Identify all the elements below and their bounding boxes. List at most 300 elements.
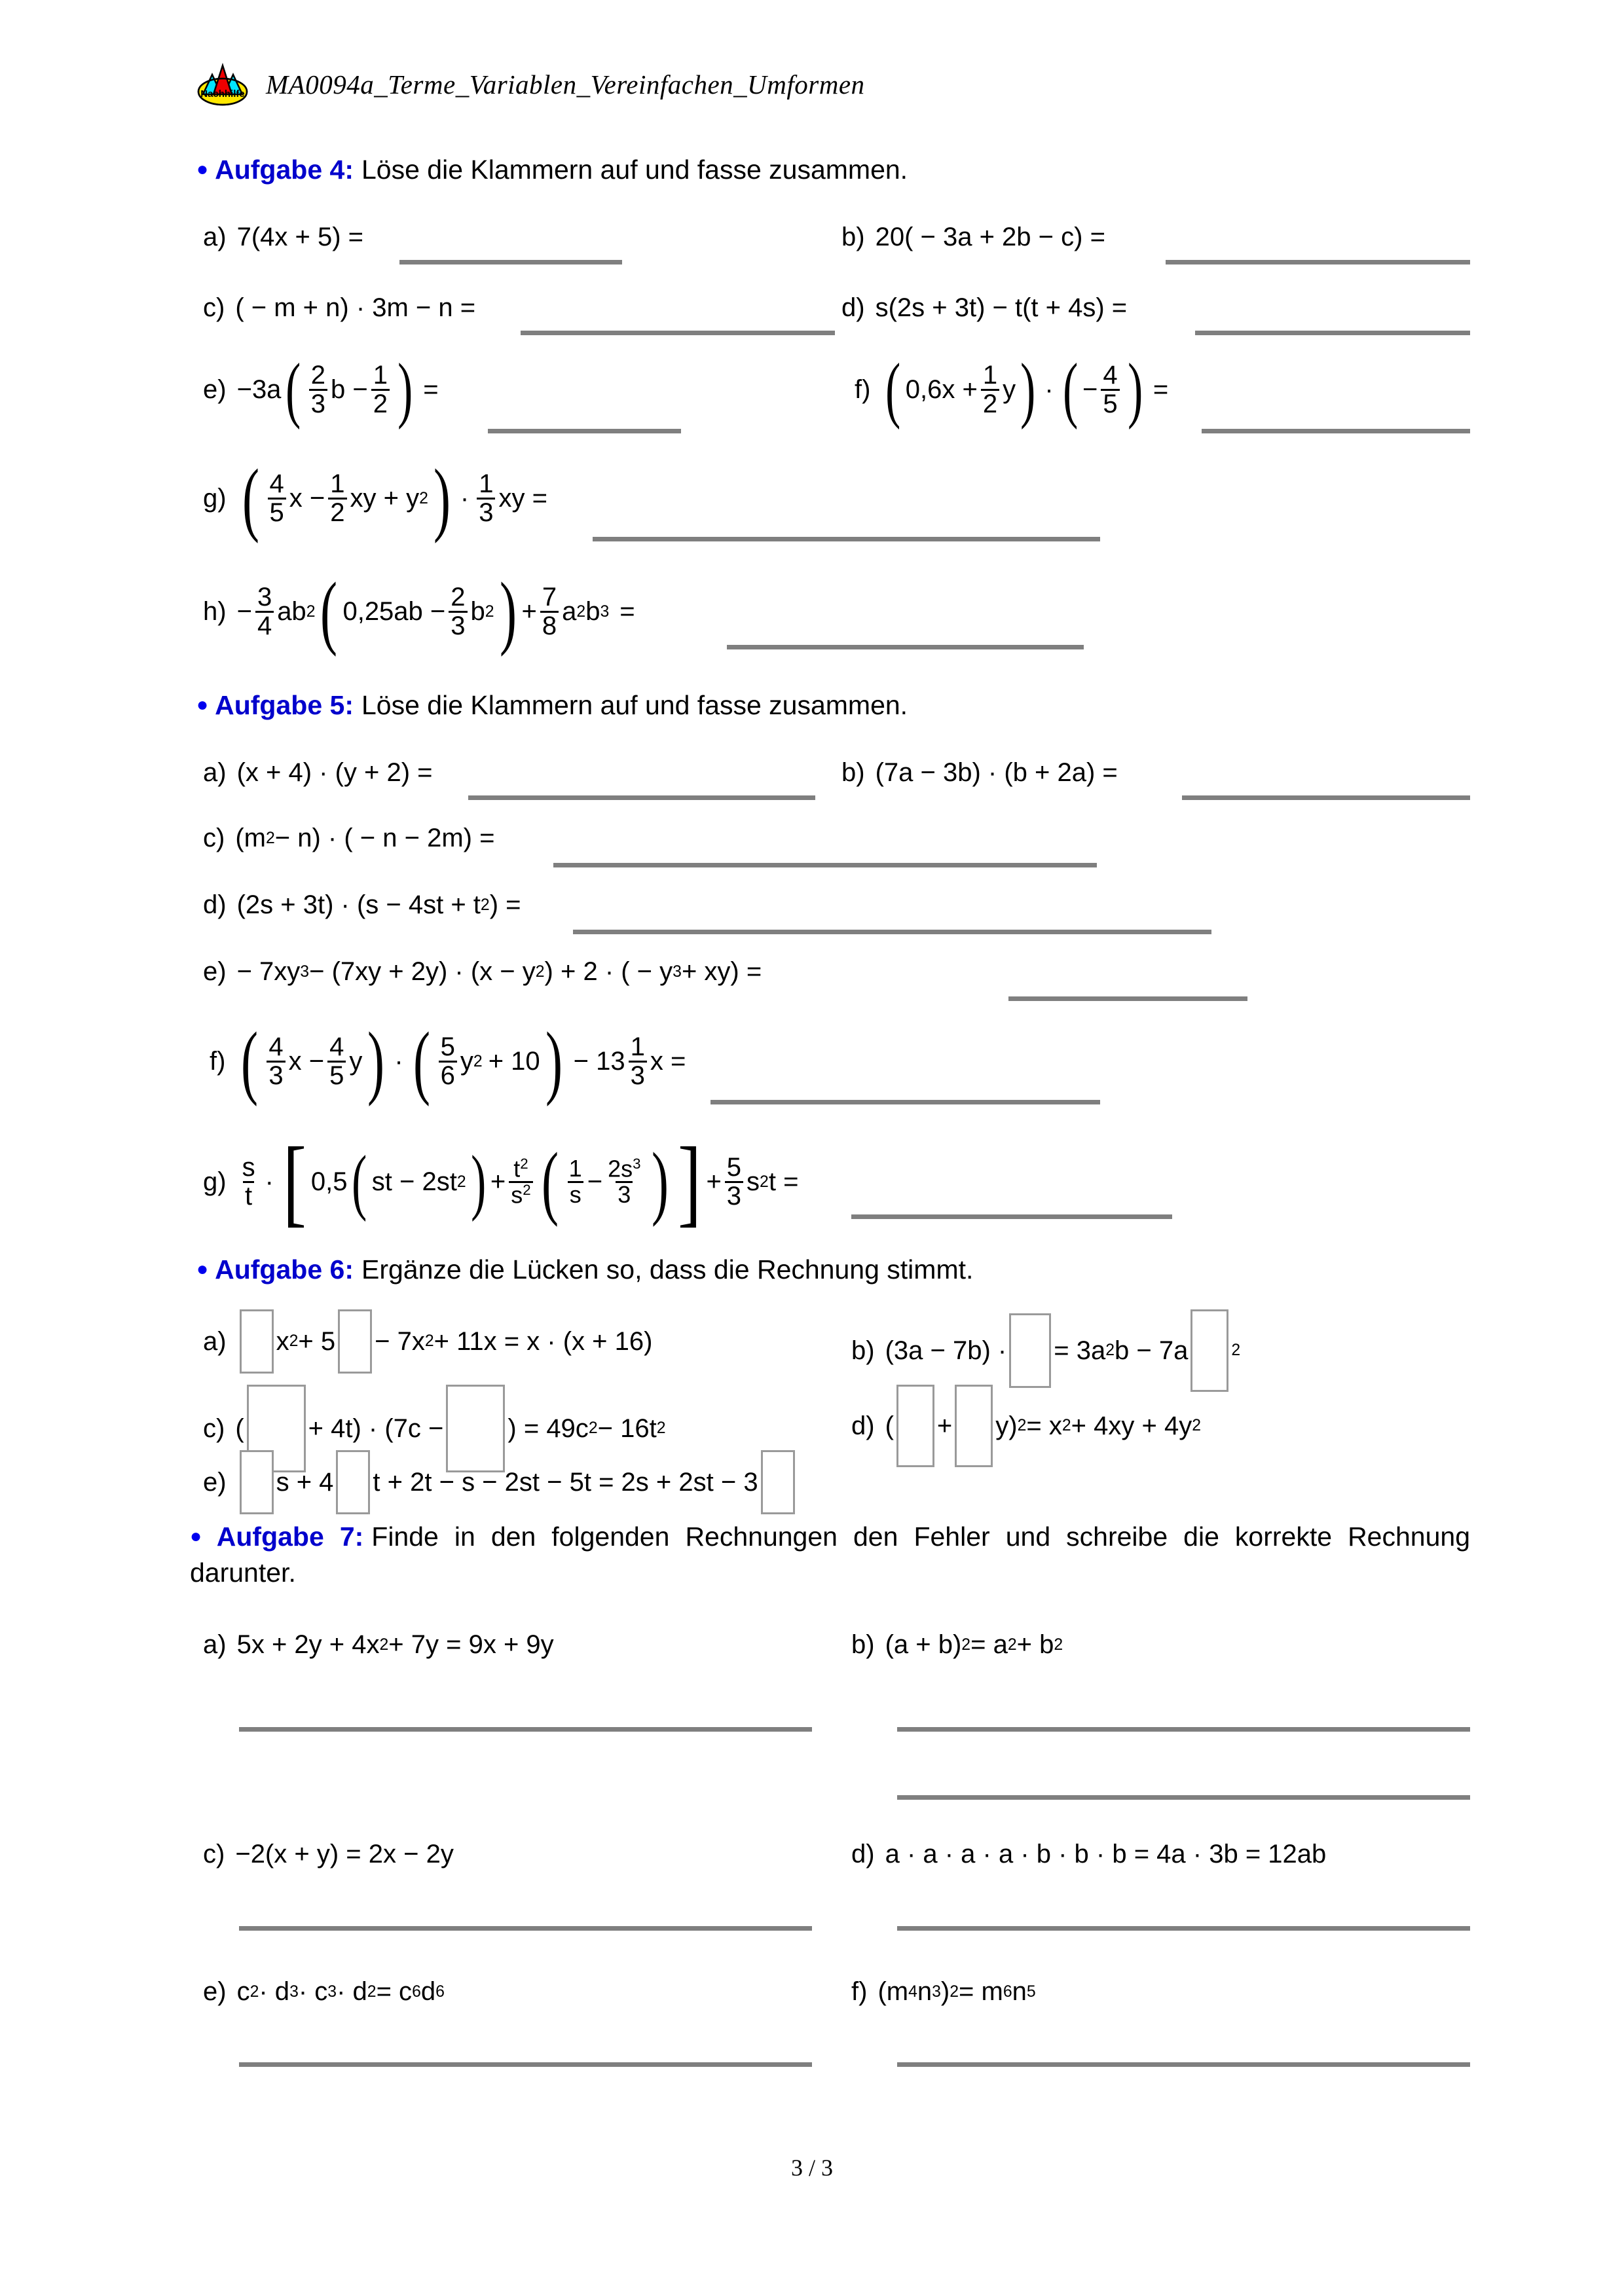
a5-g-t1: 0,5 [310,1167,348,1196]
aufgabe7-description: Finde in den folgenden Rechnungen den Fehler und schreibe die korrekte Rechnung darunter. [190,1522,1470,1588]
a7-item-f [851,1977,1036,2007]
denominator: 3 [309,389,327,418]
a7-b-p2: = a [970,1630,1008,1659]
a4-h-t1: ab [277,597,306,627]
a6-c-s1: 2 [588,1419,598,1437]
a5-g-dot: · [265,1167,274,1196]
a4-h-t5-sup: 3 [600,602,610,621]
a7-item-e [203,1977,445,2007]
a6-d-p3: y) [995,1411,1018,1440]
a6-e-blank-1[interactable] [240,1450,274,1514]
denominator: 3 [477,498,495,526]
a5-e-s2: 2 [535,962,545,981]
a5-c-sup: 2 [265,829,275,847]
a5-c-post: − n) · ( − n − 2m) = [274,824,495,852]
paren-close: ) [367,1016,385,1107]
paren-open: ( [242,453,259,544]
bullet-icon: ● [196,693,209,716]
a5-g-tail2: t = [768,1167,799,1196]
numerator: 5 [440,1032,455,1062]
a6-d-blank-2[interactable] [955,1385,993,1467]
denominator: t [243,1181,254,1210]
a4-g-fraction-2 [328,471,346,526]
a4-c-label: c) [203,293,225,322]
a5-f-fraction-2 [327,1034,346,1089]
numerator: 4 [268,1032,284,1062]
a4-h-t3: b [470,597,485,627]
a6-b-blank-1[interactable] [1009,1313,1051,1388]
a6-e-label: e) [203,1467,227,1497]
a5-g-tail-sup: 2 [760,1173,769,1191]
a7-f-answer-line[interactable] [897,2062,1470,2067]
a4-h-fraction-3 [540,584,559,640]
a7-c-p1: −2(x + y) = 2x − 2y [235,1840,454,1868]
a7-b-s2: 2 [1007,1635,1017,1654]
a4-h-label: h) [203,597,227,627]
a7-b-p3: + b [1016,1630,1054,1659]
aufgabe4-label: Aufgabe 4: [215,155,354,185]
a4-h-t2: 0,25ab − [342,597,446,627]
bullet-icon: ● [190,1525,210,1547]
a5-g-t2-sup: 2 [456,1173,466,1191]
aufgabe5-description: Löse die Klammern auf und fasse zusammen. [361,690,908,720]
a5-e-answer-line[interactable] [1008,996,1247,1001]
a5-f-t1: x − [288,1047,325,1076]
a4-e-fraction-1 [309,362,327,418]
a4-item-a [203,223,363,252]
a5-item-c [203,824,494,853]
a4-h-sign: − [236,597,252,627]
a4-h-t5: b [585,597,600,627]
aufgabe5-label: Aufgabe 5: [215,690,354,720]
a4-item-c [203,293,475,323]
a4-h-t3-sup: 2 [485,602,494,621]
paren-open-2: ( [541,1136,559,1228]
a6-c-s2: 2 [656,1419,666,1437]
a5-a-answer-line[interactable] [468,795,815,800]
a5-g-fraction-5-3 [725,1154,743,1210]
paren-close: ) [397,349,413,430]
a6-a-s1: 2 [289,1332,299,1350]
a4-e-lead: −3a [236,374,282,404]
a7-f-s3: 2 [950,1982,959,2001]
a4-h-t4-sup: 2 [576,602,586,621]
a4-g-t1: x − [289,484,325,513]
denominator: 2 [981,389,999,418]
a5-item-e [203,957,762,987]
a7-e-p4: · d [337,1977,367,2006]
numerator: $2s^3$ [608,1155,641,1182]
a5-g-plus2: + [706,1167,722,1196]
a6-b-blank-2[interactable] [1190,1309,1228,1392]
paren-close-2: ) [651,1136,669,1228]
numerator: 2 [310,361,325,390]
a4-h-answer-line[interactable] [727,645,1084,649]
a7-b-s1: 2 [961,1635,971,1654]
a7-f-p1: (m [877,1977,909,2006]
a5-g-answer-line[interactable] [851,1214,1172,1219]
a6-d-p5: + 4xy + 4y [1071,1411,1192,1440]
numerator: 2 [451,583,466,612]
a6-e-blank-3[interactable] [761,1450,795,1514]
numerator: 1 [568,1155,582,1182]
denominator: 5 [268,498,286,526]
aufgabe6-label: Aufgabe 6: [215,1254,354,1285]
a4-f-fraction-2 [1101,362,1119,418]
a4-item-f [855,349,1169,430]
a5-f-fraction-1 [267,1034,285,1089]
a7-e-label: e) [203,1977,227,2006]
a7-a-label: a) [203,1630,227,1659]
a4-b-expression: 20( − 3a + 2b − c) = [875,223,1105,251]
a7-f-s4: 6 [1003,1982,1012,2001]
a4-f-lead: 0,6x + [905,374,978,404]
numerator: 4 [1103,361,1118,390]
page-header [196,63,865,106]
a5-d-post: ) = [489,890,521,919]
a6-b-p3: b − 7a [1115,1336,1189,1365]
a4-g-tail: xy = [498,484,547,513]
denominator: s [568,1181,583,1207]
a6-a-p3: − 7x [375,1326,425,1356]
a6-d-blank-1[interactable] [896,1385,934,1467]
num-sup: 3 [633,1156,641,1173]
a5-g-label: g) [203,1167,227,1196]
a7-e-s2: 3 [289,1982,299,2001]
paren-open: ( [320,566,338,657]
a6-d-s3: 2 [1192,1417,1202,1434]
a6-a-blank-2[interactable] [338,1309,372,1374]
paren-close: ) [1020,349,1036,430]
a7-e-s6: 6 [435,1982,445,2001]
a4-a-answer-line[interactable] [399,260,622,264]
page-footer: 3 / 3 [790,2155,833,2181]
a5-d-pre: (2s + 3t) · (s − 4st + t [236,890,481,919]
a6-e-blank-2[interactable] [336,1450,370,1514]
a7-b-p1: (a + b) [885,1630,962,1659]
a4-g-label: g) [203,484,227,513]
a5-item-b [841,758,1118,788]
a5-b-label: b) [841,758,865,787]
denominator: 3 [725,1181,743,1210]
a6-b-p1: (3a − 7b) · [885,1336,1007,1365]
a4-e-answer-line[interactable] [488,429,681,433]
a4-f-dot: · [1044,374,1054,404]
a5-e-p2: − (7xy + 2y) · (x − y [309,957,536,986]
a4-d-label: d) [841,293,865,322]
a7-f-p4: = m [959,1977,1003,2006]
denominator: 3 [616,1181,633,1207]
a6-a-label: a) [203,1326,227,1356]
paren-open: ( [241,1016,259,1107]
bracket-close: ] [678,1127,702,1236]
a5-f-t4: + 10 [488,1047,540,1076]
a7-b-answer-line-2[interactable] [897,1795,1470,1800]
a4-d-answer-line[interactable] [1195,331,1470,335]
a5-item-d [203,890,521,920]
a4-item-b [841,223,1105,252]
numerator: 3 [257,583,272,612]
a5-g-fraction-1s [567,1157,584,1207]
a5-e-s1: 3 [300,962,310,981]
a6-item-b [851,1309,1240,1392]
a5-f-t3-sup: 2 [473,1052,483,1070]
numerator: $t^2$ [513,1155,528,1182]
a5-g-t2: st − 2st [371,1167,457,1196]
aufgabe5-heading [196,687,1428,723]
a6-a-p1: x [276,1326,289,1356]
numerator: s [242,1153,255,1182]
a6-b-s2: 2 [1231,1341,1241,1359]
a6-c-label: c) [203,1413,225,1443]
numerator: 1 [630,1032,645,1062]
a5-d-answer-line[interactable] [573,930,1211,934]
a5-f-fraction-4 [629,1034,647,1089]
a4-h-tail: = [619,597,635,627]
a5-c-answer-line[interactable] [553,863,1097,867]
aufgabe6-description: Ergänze die Lücken so, dass die Rechnung stimmt. [361,1254,974,1285]
a5-d-sup: 2 [480,896,490,914]
paren-close: ) [433,453,451,544]
a6-a-p4: + 11x = x · (x + 16) [434,1326,653,1356]
aufgabe6-heading [196,1252,1428,1288]
a4-b-answer-line[interactable] [1166,260,1470,264]
a4-h-fraction-1 [255,584,274,640]
a5-g-fraction-s-t [240,1154,257,1210]
a7-d-label: d) [851,1840,875,1868]
numerator: 1 [330,469,345,499]
a5-item-f [210,1016,686,1107]
paren-close-2: ) [1127,349,1143,430]
a4-h-fraction-2 [449,584,467,640]
a5-e-label: e) [203,957,227,986]
a5-e-p3: ) + 2 · ( − y [544,957,673,986]
a7-item-d [851,1840,1326,1869]
aufgabe4-description: Löse die Klammern auf und fasse zusammen. [361,155,908,185]
a5-e-p1: − 7xy [236,957,301,986]
a7-a-p2: + 7y = 9x + 9y [388,1630,554,1659]
a4-g-answer-line[interactable] [593,537,1100,541]
a4-e-mid: b − [330,374,368,404]
a6-d-p4: = x [1026,1411,1062,1440]
numerator: 7 [542,583,557,612]
a6-d-p1: ( [885,1411,894,1440]
a7-f-s5: 5 [1026,1982,1036,2001]
a7-e-s5: 6 [412,1982,421,2001]
a4-f-fraction-1 [981,362,999,418]
a4-f-tail: = [1153,374,1169,404]
denominator: 3 [449,611,467,640]
a4-h-t4: a [562,597,577,627]
bullet-icon: ● [196,158,209,180]
a6-c-p2: + 4t) · (7c − [308,1413,444,1443]
a6-d-s2: 2 [1061,1417,1071,1434]
paren-open-2: ( [413,1016,430,1107]
a5-item-a [203,758,433,788]
a5-g-tail: s [747,1167,760,1196]
denominator: $s^2$ [509,1181,532,1207]
a7-d-answer-line[interactable] [897,1926,1470,1931]
a6-b-p2: = 3a [1054,1336,1106,1365]
a7-e-p2: · d [259,1977,290,2006]
a6-e-p1: s + 4 [276,1467,334,1497]
a6-d-p2: + [936,1411,953,1440]
a4-g-fraction-1 [268,471,286,526]
denominator: 5 [327,1061,346,1089]
a6-a-s2: 2 [424,1332,434,1350]
a5-f-tail: x = [650,1047,686,1076]
a5-g-minus: − [587,1167,603,1196]
a5-e-p4: + xy) = [681,957,762,986]
a7-item-a [203,1630,554,1660]
a4-h-plus: + [521,597,537,627]
a4-c-answer-line[interactable] [521,331,835,335]
a6-a-blank-1[interactable] [240,1309,274,1374]
a4-c-expression: ( − m + n) · 3m − n = [235,293,476,322]
a4-item-d [841,293,1127,323]
numerator: 4 [329,1032,344,1062]
a5-f-label: f) [210,1047,226,1076]
a7-f-p2: n [917,1977,932,2006]
denominator: 8 [540,611,559,640]
a6-c-p3: ) = 49c [507,1413,589,1443]
a7-a-answer-line[interactable] [239,1727,812,1732]
a7-f-s2: 3 [932,1982,941,2001]
a6-e-p2: t + 2t − s − 2st − 5t = 2s + 2st − 3 [373,1467,758,1497]
a7-e-s3: 3 [327,1982,337,2001]
a4-e-fraction-2 [371,362,390,418]
denominator: 2 [371,389,390,418]
a7-d-p1: a · a · a · a · b · b · b = 4a · 3b = 12ab [885,1840,1327,1868]
a6-c-p1: ( [235,1413,244,1443]
a6-a-p2: + 5 [298,1326,336,1356]
a5-e-s3: 3 [673,962,682,981]
numerator: 1 [479,469,494,499]
a4-a-label: a) [203,223,227,251]
a7-c-label: c) [203,1840,225,1868]
a5-f-dot: · [394,1047,403,1076]
bullet-icon: ● [196,1258,209,1280]
paren-close-2: ) [545,1016,563,1107]
a7-f-p5: n [1012,1977,1027,2006]
a5-f-t3: y [460,1047,473,1076]
a6-item-a [203,1309,652,1374]
a6-item-e [203,1450,798,1514]
denominator: 2 [328,498,346,526]
a4-g-t2: xy + y [350,484,420,513]
a4-f-mid: y [1003,374,1016,404]
a5-g-fraction-t2s2 [509,1157,532,1207]
a4-g-dot: · [460,484,470,513]
a4-e-label: e) [203,374,227,404]
denominator: 3 [629,1061,647,1089]
aufgabe7-label: Aufgabe 7: [216,1522,364,1552]
a7-item-c [203,1840,454,1869]
a5-a-expression: (x + 4) · (y + 2) = [236,758,433,787]
paren-open: ( [885,349,901,430]
a5-b-answer-line[interactable] [1182,795,1470,800]
a6-d-s1: 2 [1017,1417,1027,1434]
bracket-open: [ [282,1127,306,1236]
a4-f-answer-line[interactable] [1202,429,1470,433]
denominator: 6 [439,1061,457,1089]
a4-b-label: b) [841,223,865,251]
denominator: 3 [267,1061,285,1089]
a5-f-answer-line[interactable] [710,1100,1100,1104]
paren-open-2: ( [1062,349,1078,430]
a7-b-answer-line-1[interactable] [897,1727,1470,1732]
aufgabe4-heading [196,152,1428,188]
a4-item-g [203,453,547,544]
a5-g-plus: + [490,1167,506,1196]
a4-d-expression: s(2s + 3t) − t(t + 4s) = [875,293,1128,322]
a4-item-h [203,566,635,657]
numerator: 1 [373,361,388,390]
a7-a-s1: 2 [379,1635,389,1654]
a7-e-p5: = c [376,1977,413,2006]
paren-close: ) [470,1141,486,1223]
a7-e-s4: 2 [367,1982,377,2001]
a4-g-fraction-3 [477,471,495,526]
a5-d-label: d) [203,890,227,919]
a7-b-label: b) [851,1630,875,1659]
a7-e-p6: d [420,1977,436,2006]
a7-b-s3: 2 [1054,1635,1063,1654]
numerator: 1 [982,361,998,390]
a5-c-label: c) [203,824,225,852]
a4-a-expression: 7(4x + 5) = [236,223,364,251]
aufgabe7-heading [190,1519,1470,1590]
a5-b-expression: (7a − 3b) · (b + 2a) = [875,758,1118,787]
a5-a-label: a) [203,758,227,787]
a5-g-fraction-2s3 [606,1157,642,1207]
a4-item-e [203,349,439,430]
a7-e-p3: · c [298,1977,328,2006]
a5-f-t5: − 13 [573,1047,625,1076]
a5-c-pre: (m [235,824,266,852]
nachhilfe-logo-icon [196,63,249,106]
a4-h-t1-sup: 2 [306,602,316,621]
num-sup: 2 [520,1156,528,1173]
paren-open: ( [352,1141,367,1223]
logo-label: Nachhilfe [200,88,245,100]
a6-b-s1: 2 [1105,1341,1115,1359]
a4-e-tail: = [423,374,439,404]
a7-item-b [851,1630,1063,1660]
a7-c-answer-line[interactable] [239,1926,812,1931]
a6-c-p4: − 16t [597,1413,657,1443]
numerator: 5 [726,1153,742,1182]
document-title: MA0094a_Terme_Variablen_Vereinfachen_Umformen [266,69,865,100]
den-sup: 2 [523,1182,531,1198]
numerator: 4 [269,469,284,499]
a7-e-p1: c [236,1977,250,2006]
a4-f-sign: − [1082,374,1098,404]
a5-f-t2: y [349,1047,363,1076]
a5-f-fraction-3 [439,1034,457,1089]
a5-item-g [203,1127,799,1236]
denominator: 5 [1101,389,1119,418]
denominator: 4 [255,611,274,640]
a7-f-s1: 4 [908,1982,917,2001]
a7-f-p3: ) [940,1977,950,2006]
paren-open: ( [286,349,301,430]
a7-e-answer-line[interactable] [239,2062,812,2067]
a6-item-d [851,1385,1201,1467]
a7-e-s1: 2 [249,1982,259,2001]
a6-d-label: d) [851,1411,875,1440]
a6-b-label: b) [851,1336,875,1365]
